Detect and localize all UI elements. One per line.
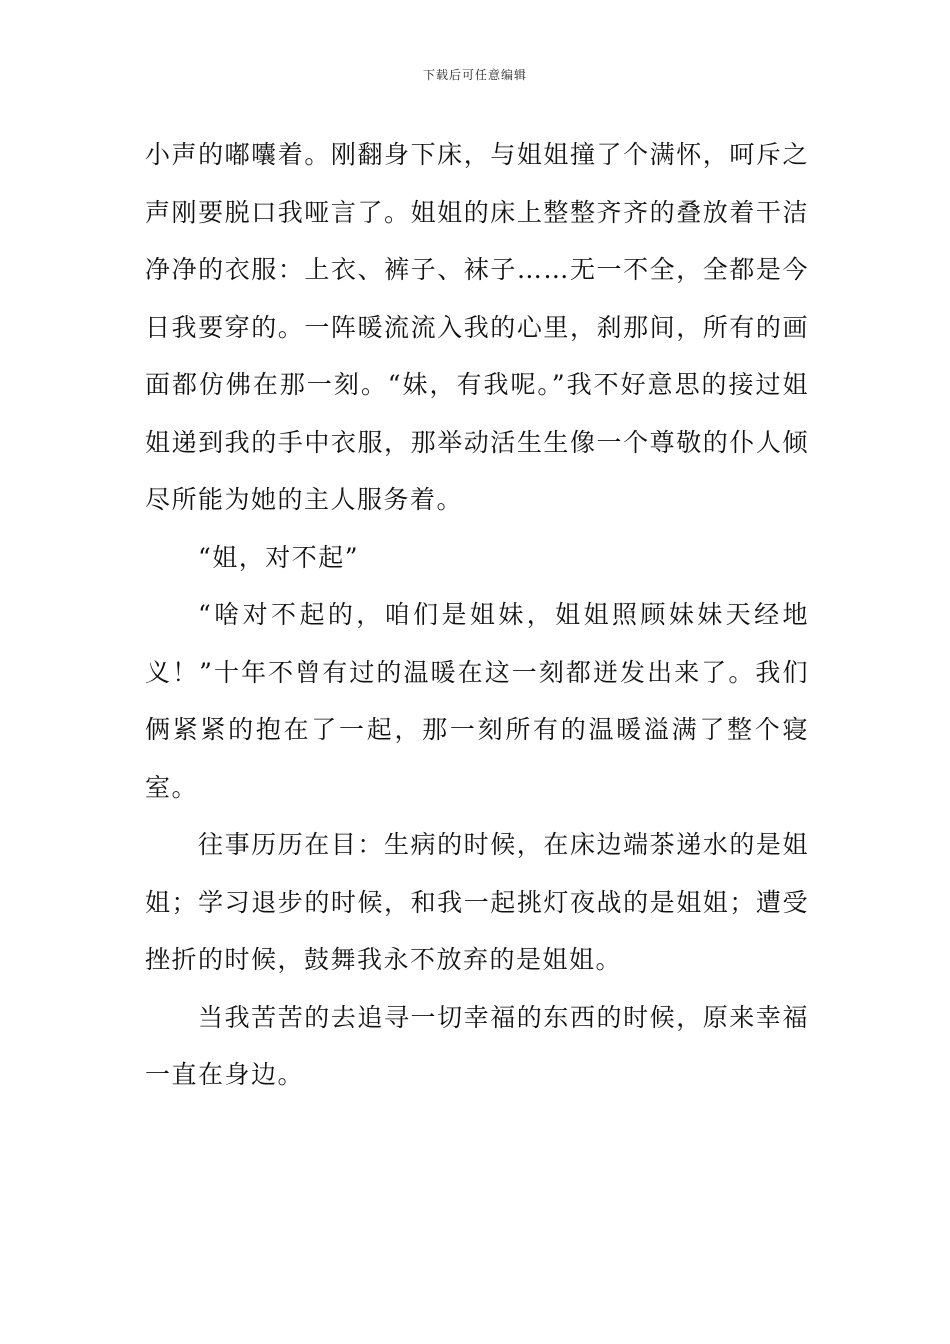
header-note: 下载后可任意编辑 [422,68,527,82]
paragraph: 往事历历在目：生病的时候，在床边端茶递水的是姐姐；学习退步的时候，和我一起挑灯夜战的是姐姐；遭受挫折的时候，鼓舞我永不放弃的是姐姐。 [145,830,809,974]
paragraph: 当我苦苦的去追寻一切幸福的东西的时候，原来幸福一直在身边。 [145,1002,809,1089]
body-text [145,126,809,1104]
paragraph: “啥对不起的，咱们是姐妹，姐姐照顾妹妹天经地义！”十年不曾有过的温暖在这一刻都迸发出来了。我们俩紧紧的抱在了一起，那一刻所有的温暖溢满了整个寝室。 [145,600,809,802]
paragraph: 小声的嘟囔着。刚翻身下床，与姐姐撞了个满怀，呵斥之声刚要脱口我哑言了。姐姐的床上整整齐齐的叠放着干洁净净的衣服：上衣、裤子、袜子……无一不全，全都是今日我要穿的。一阵暖流流入我的心里，刹那间，所有的画面都仿佛在那一刻。“妹，有我呢。”我不好意思的接过姐姐递到我的手中衣服，那举动活生生像一个尊敬的仆人倾尽所能为她的主人服务着。 [145,140,809,514]
paragraph: “姐，对不起” [198,542,360,572]
